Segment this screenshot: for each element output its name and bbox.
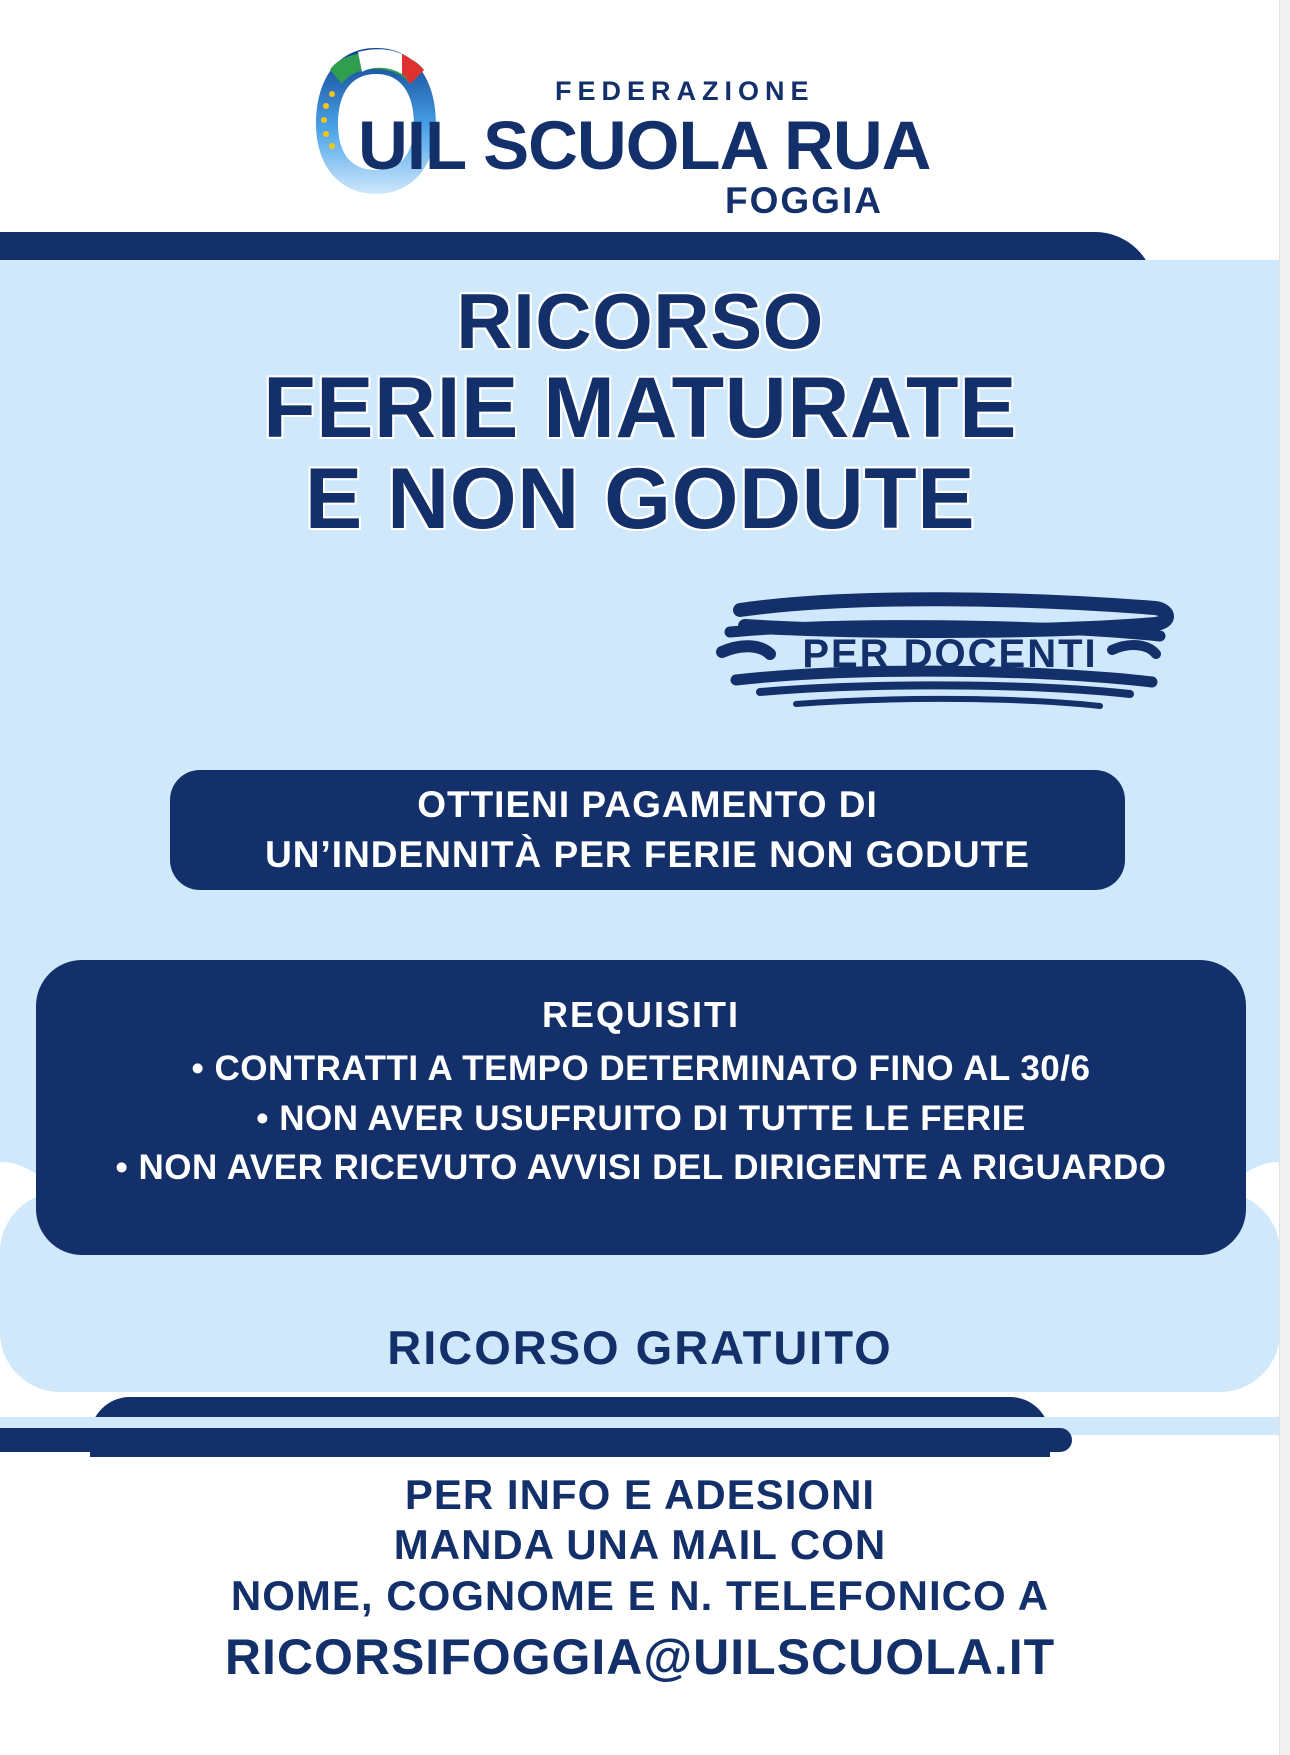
list-item: • NON AVER USUFRUITO DI TUTTE LE FERIE <box>36 1094 1246 1144</box>
status-badge <box>700 592 1200 722</box>
poster-header <box>0 18 1280 221</box>
badge-label: PER DOCENTI <box>802 632 1098 676</box>
free-notice: RICORSO GRATUITO <box>387 1321 893 1374</box>
requirements-title: REQUISITI <box>541 994 741 1035</box>
title-line-2: FERIE MATURATE <box>263 359 1017 456</box>
requirements-box <box>36 960 1246 1255</box>
brand-name: UIL SCUOLA RUA <box>358 107 931 184</box>
contact-email[interactable]: RICORSIFOGGIA@UILSCUOLA.IT <box>224 1629 1056 1686</box>
page-title <box>0 277 1280 547</box>
scrollbar-edge[interactable] <box>1279 0 1290 1755</box>
highlight-line-1: OTTIENI PAGAMENTO DI <box>417 784 878 826</box>
list-item: • NON AVER RICEVUTO AVVISI DEL DIRIGENTE A RIGUARDO <box>36 1143 1246 1193</box>
footer-line-2: MANDA UNA MAIL CON <box>393 1521 887 1569</box>
city-label: FOGGIA <box>725 180 883 221</box>
title-line-3: E NON GODUTE <box>304 450 976 547</box>
federation-label: FEDERAZIONE <box>555 76 815 106</box>
footer-line-3: NOME, COGNOME E N. TELEFONICO A <box>230 1571 1050 1619</box>
highlight-line-2: UN’INDENNITÀ PER FERIE NON GODUTE <box>265 834 1030 875</box>
highlight-pill <box>170 770 1125 890</box>
logo-lockup <box>310 28 970 221</box>
list-item: • CONTRATTI A TEMPO DETERMINATO FINO AL 30/6 <box>36 1044 1246 1094</box>
title-line-1: RICORSO <box>456 277 824 365</box>
contact-footer <box>0 1470 1280 1687</box>
footer-line-1: PER INFO E ADESIONI <box>404 1471 876 1518</box>
requirements-list <box>36 1044 1246 1193</box>
